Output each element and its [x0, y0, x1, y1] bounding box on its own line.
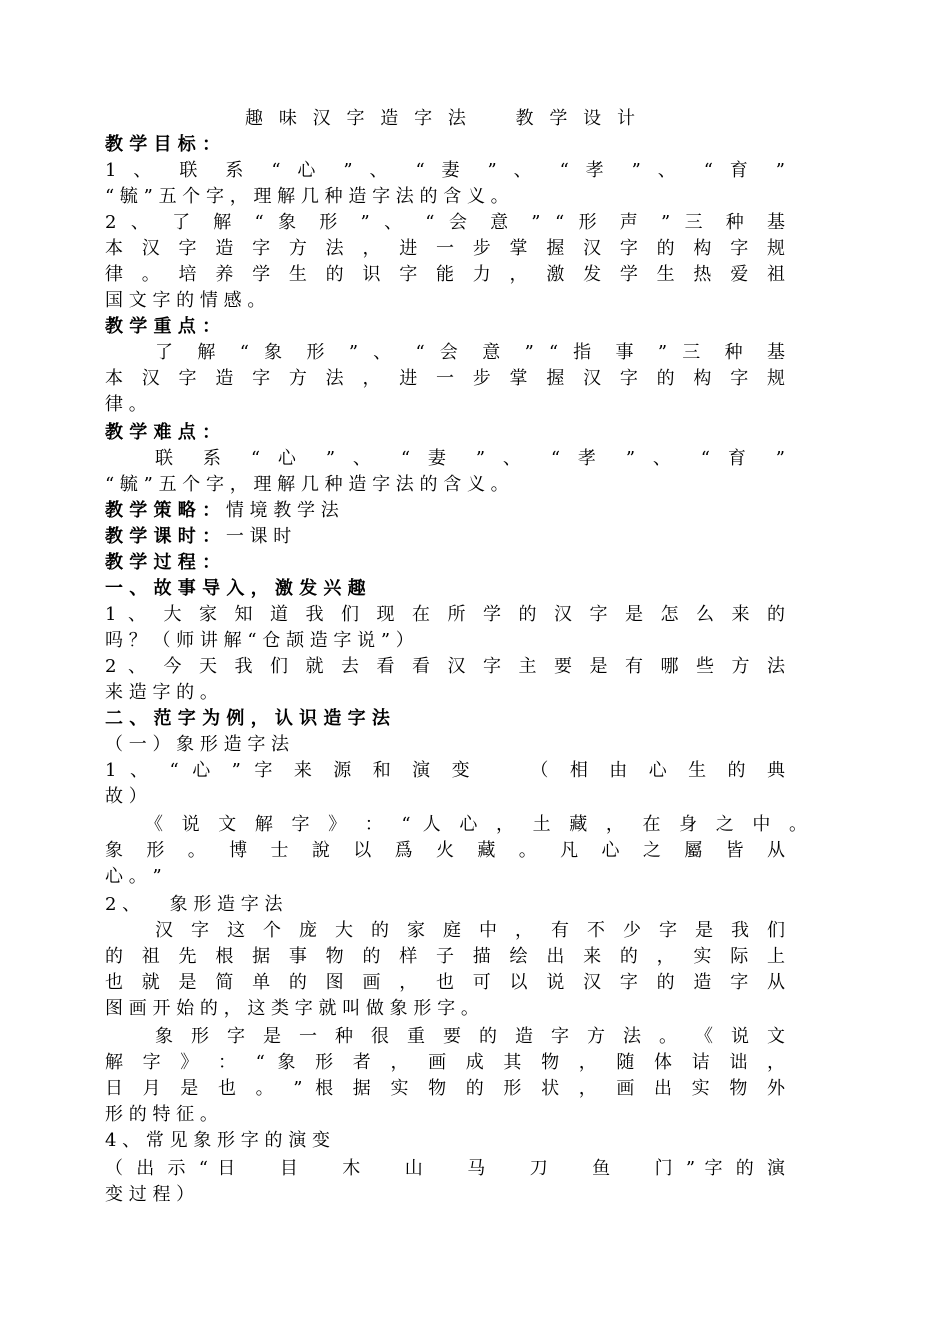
- class-hours-value: 一 课 时: [225, 526, 292, 547]
- text-line: 吗 ？ （ 师 讲 解 “ 仓 颉 造 字 说 ” ）: [105, 630, 414, 651]
- text-line: 1 、 大 家 知 道 我 们 现 在 所 学 的 汉 字 是 怎 么 来 的: [105, 604, 785, 625]
- text-line: “ 毓 ” 五 个 字 ， 理 解 几 种 造 字 法 的 含 义 。: [105, 474, 509, 495]
- class-hours-row: [105, 525, 785, 549]
- text-line: 2 、 了 解 “ 象 形 ” 、 “ 会 意 ” “ 形 声 ” 三 种 基: [105, 212, 785, 233]
- text-line: 变 过 程 ）: [105, 1184, 195, 1205]
- heading-objectives: 教 学 目 标 ：: [105, 134, 221, 155]
- heading-process: 教 学 过 程 ：: [105, 552, 221, 573]
- text-line: 本 汉 字 造 字 方 法 ， 进 一 步 掌 握 汉 字 的 构 字 规: [105, 368, 785, 389]
- text-line: 4 、 常 见 象 形 字 的 演 变: [105, 1130, 330, 1151]
- heading-part-1: 一 、 故 事 导 入 ， 激 发 兴 趣: [105, 578, 366, 599]
- text-line: 形 的 特 征 。: [105, 1104, 218, 1125]
- text-line: 联 系 “ 心 ” 、 “ 妻 ” 、 “ 孝 ” 、 “ 育 ”: [155, 448, 785, 469]
- text-line: 2 、 象 形 造 字 法: [105, 894, 283, 915]
- heading-key-points: 教 学 重 点 ：: [105, 316, 221, 337]
- text-line: 象 形 字 是 一 种 很 重 要 的 造 字 方 法 。 《 说 文: [155, 1026, 785, 1047]
- document-title: 趣 味 汉 字 造 字 法 教 学 设 计: [245, 108, 635, 129]
- text-line: 来 造 字 的 。: [105, 682, 218, 703]
- strategy-label: 教 学 策 略 ：: [105, 500, 221, 521]
- text-line: 也 就 是 简 单 的 图 画 ， 也 可 以 说 汉 字 的 造 字 从: [105, 972, 785, 993]
- strategy-value: 情 境 教 学 法: [225, 500, 339, 521]
- strategy-row: [105, 499, 785, 523]
- quote-line: 象 形 。 博 士 說 以 爲 火 藏 。 凡 心 之 屬 皆 从: [105, 840, 785, 861]
- text-line: “ 毓 ” 五 个 字 ， 理 解 几 种 造 字 法 的 含 义 。: [105, 186, 509, 207]
- heading-part-2: 二 、 范 字 为 例 ， 认 识 造 字 法: [105, 708, 390, 729]
- text-line: 本 汉 字 造 字 方 法 ， 进 一 步 掌 握 汉 字 的 构 字 规: [105, 238, 785, 259]
- text-line: 2 、 今 天 我 们 就 去 看 看 汉 字 主 要 是 有 哪 些 方 法: [105, 656, 785, 677]
- text-line: 律 。: [105, 394, 147, 415]
- text-line: 的 祖 先 根 据 事 物 的 样 子 描 绘 出 来 的 ， 实 际 上: [105, 946, 785, 967]
- text-line: 律 。 培 养 学 生 的 识 字 能 力 ， 激 发 学 生 热 爱 祖: [105, 264, 785, 285]
- subheading-pictographic: （ 一 ） 象 形 造 字 法: [105, 734, 290, 755]
- text-line: 图 画 开 始 的 ， 这 类 字 就 叫 做 象 形 字 。: [105, 998, 479, 1019]
- text-line: 了 解 “ 象 形 ” 、 “ 会 意 ” “ 指 事 ” 三 种 基: [155, 342, 785, 363]
- text-line: 汉 字 这 个 庞 大 的 家 庭 中 ， 有 不 少 字 是 我 们: [155, 920, 785, 941]
- text-line: 1 、 联 系 “ 心 ” 、 “ 妻 ” 、 “ 孝 ” 、 “ 育 ”: [105, 160, 785, 181]
- quote-line: 心 。 ”: [105, 866, 162, 887]
- text-line: 国 文 字 的 情 感 。: [105, 290, 266, 311]
- text-line: 1 、 “ 心 ” 字 来 源 和 演 变 （ 相 由 心 生 的 典: [105, 760, 785, 781]
- heading-difficulties: 教 学 难 点 ：: [105, 422, 221, 443]
- text-line: 日 月 是 也 。 ” 根 据 实 物 的 形 状 ， 画 出 实 物 外: [105, 1078, 785, 1099]
- text-line: 解 字 》 ： “ 象 形 者 ， 画 成 其 物 ， 随 体 诘 诎 ，: [105, 1052, 785, 1073]
- quote-line: 《 说 文 解 字 》 ： “ 人 心 ， 土 藏 ， 在 身 之 中 。: [145, 814, 807, 835]
- text-line: 故 ）: [105, 786, 147, 807]
- text-line: （ 出 示 “ 日 目 木 山 马 刀 鱼 门 ” 字 的 演: [105, 1158, 785, 1179]
- class-hours-label: 教 学 课 时 ：: [105, 526, 221, 547]
